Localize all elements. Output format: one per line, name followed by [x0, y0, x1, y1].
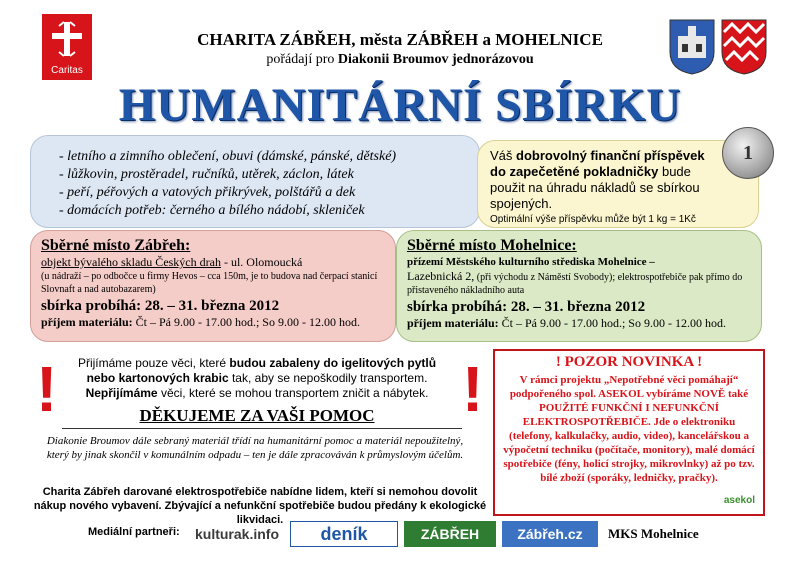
caritas-caption: Caritas [51, 65, 83, 76]
partner-logo-zabreh-cz: Zábřeh.cz [502, 521, 598, 547]
mohelnice-collection-point [396, 230, 762, 342]
mohelnice-intake-label: příjem materiálu: [407, 316, 499, 330]
notice-line1-bold: budou zabaleny do igelitových pytlů nebo kartonových krabic [86, 356, 437, 385]
list-item: - letního a zimního oblečení, obuvi (dámské, pánské, dětské) [59, 148, 479, 166]
novinka-title: ! POZOR NOVINKA ! [555, 354, 703, 370]
donation-line2-bold: do zapečetěné pokladničky [490, 164, 659, 179]
partners-label: Mediální partneři: [88, 526, 180, 538]
zabreh-dates: sbírka probíhá: 28. – 31. března 2012 [41, 298, 280, 314]
notice-line2-suffix: věci, které se mohou transportem zničit a nábytek. [160, 386, 429, 400]
notice-line2-bold: Nepřijímáme [85, 386, 158, 400]
list-item: - peří, péřových a vatových přikrývek, polštářů a dek [59, 184, 479, 202]
mohelnice-title: Sběrné místo Mohelnice: [407, 237, 577, 254]
zabreh-intake [41, 315, 385, 330]
notice-line1-suffix: tak, aby se nepoškodily transportem. [231, 371, 428, 385]
zabreh-place-suffix: - ul. Olomoucká [220, 255, 303, 269]
divider [62, 428, 462, 429]
page-title: HUMANITÁRNÍ SBÍRKU [118, 79, 682, 131]
donation-line2-suffix: bude [661, 164, 691, 179]
notice-line1-prefix: Přijímáme pouze věci, které [77, 356, 227, 370]
subtitle-bold: Diakonii Broumov jednorázovou [337, 52, 534, 67]
subtitle-prefix: pořádají pro [266, 52, 335, 67]
mohelnice-intake [407, 316, 751, 331]
packaging-notice [62, 356, 452, 401]
mohelnice-address [407, 270, 751, 297]
asekol-logo: asekol [723, 495, 755, 506]
collection-items-box [30, 135, 480, 228]
donation-line1-bold: dobrovolný finanční příspěvek [516, 148, 705, 163]
exclamation-icon-right: ! [462, 353, 484, 425]
charita-text: Charita Zábřeh darované elektrospotřebiče nabídne lidem, kteří si nemohou dovolit nákup nového vybavení. Zbývající a nefunkční spotřebiče budou předány k ekologické likvidaci. [33, 486, 487, 526]
novinka-box [493, 349, 765, 516]
mohelnice-intake-value: Čt – Pá 9.00 - 17.00 hod.; So 9.00 - 12.00 hod. [501, 316, 726, 330]
organizers-heading: CHARITA ZÁBŘEH, města ZÁBŘEH a MOHELNICE [197, 30, 603, 49]
zabreh-directions: (u nádraží – po odbočce u firmy Hevos – cca 150m, je to budova nad čerpací stanicí Slovnaft a nad autobazarem) [41, 271, 378, 295]
coin-icon: 1 [722, 127, 774, 179]
zabreh-title: Sběrné místo Zábřeh: [41, 237, 191, 254]
donation-optimal: Optimální výše příspěvku může být 1 kg = 1Kč [490, 214, 696, 225]
partner-mks-mohelnice: MKS Mohelnice [608, 526, 699, 541]
donation-line3: použit na úhradu nákladů se sbírkou spojených. [490, 180, 700, 211]
mohelnice-street: Lazebnická 2, [407, 269, 475, 283]
novinka-body: V rámci projektu „Nepotřebné věci pomáhají“ podpořeného spol. ASEKOL vybíráme NOVĚ také POUŽITÉ FUNKČNÍ I NEFUNKČNÍ ELEKTROSPOTŘEBIČE. Jde o elektroniku (telefony, kalkulačky, audio, video), kancelářskou a výpočetní techniku (počítače, monitory), malé domácí spotřebiče (fény, holicí strojky, mikrovlnky) až po tzv. bílé zboží (sporáky, ledničky, pračky). [503, 374, 755, 484]
donation-line2 [490, 164, 746, 180]
donation-line1-prefix: Váš [490, 148, 513, 163]
exclamation-icon-left: ! [36, 353, 58, 425]
organizers-subtitle [0, 52, 800, 68]
mohelnice-dates: sbírka probíhá: 28. – 31. března 2012 [407, 299, 646, 315]
mohelnice-place: přízemí Městského kulturního střediska Mohelnice – [407, 256, 655, 268]
list-item: - lůžkovin, prostěradel, ručníků, utěrek, záclon, látek [59, 166, 479, 184]
partner-logo-denik: deník [290, 521, 398, 547]
diakonie-text: Diakonie Broumov dále sebraný materiál třídí na humanitární pomoc a materiál nepoužitelný, který by jinak skončil v komunálním odpadu – ten je dále zpracováván k průmyslovým účelům. [46, 435, 464, 461]
zabreh-intake-value: Čt – Pá 9.00 - 17.00 hod.; So 9.00 - 12.00 hod. [135, 315, 360, 329]
list-item: - domácích potřeb: černého a bílého nádobí, skleniček [59, 202, 479, 220]
partner-logo-kulturak: kulturak.info [194, 526, 279, 542]
zabreh-place-prefix: objekt bývalého skladu Českých drah [41, 255, 221, 269]
collection-items-list [31, 136, 479, 220]
zabreh-place [41, 255, 385, 270]
zabreh-collection-point [30, 230, 396, 342]
mohelnice-directions: (při východu z Náměstí Svobody); elektrospotřebiče pak přímo do přistaveného nákladního auta [407, 272, 743, 296]
thanks-heading: DĚKUJEME ZA VAŠI POMOC [139, 406, 375, 425]
donation-box [477, 140, 759, 228]
donation-line1 [490, 148, 746, 164]
zabreh-intake-label: příjem materiálu: [41, 315, 133, 329]
partner-logo-zabreh: ZÁBŘEH [404, 521, 496, 547]
